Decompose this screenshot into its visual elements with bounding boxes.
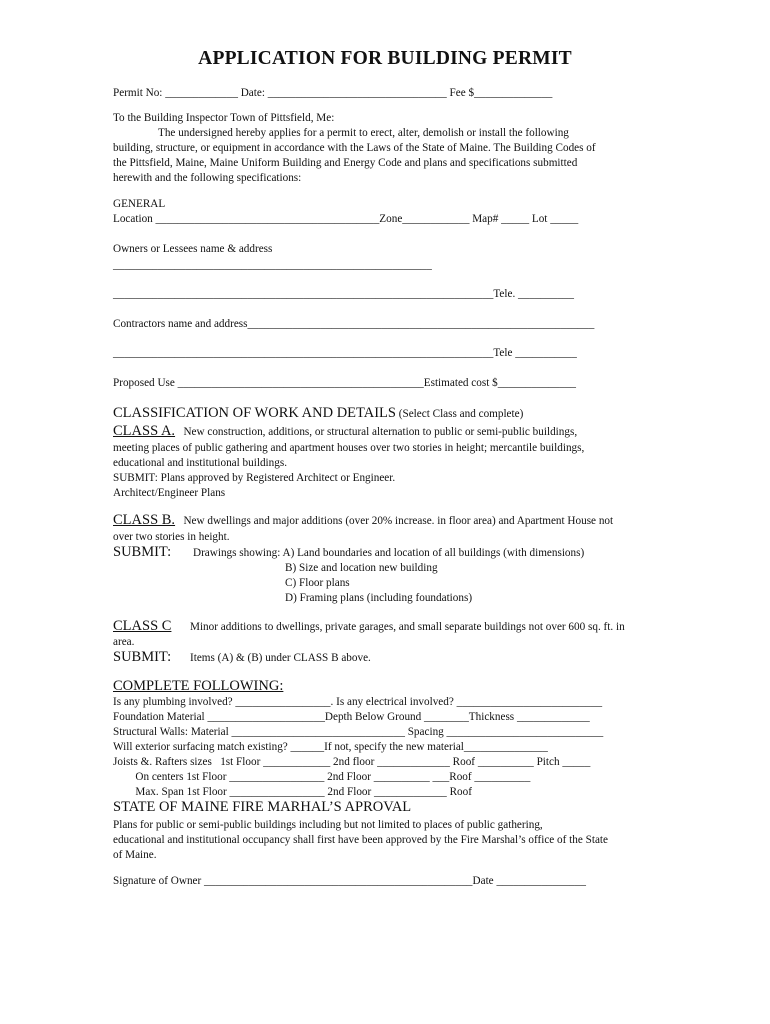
class-c-text-1: Minor additions to dwellings, private garages, and small separate buildings not over 600 sq. ft. in bbox=[190, 621, 625, 633]
class-b-label: CLASS B. bbox=[113, 512, 176, 528]
intro-line-1: The undersigned hereby applies for a permit to erect, alter, demolish or install the following bbox=[158, 127, 569, 139]
location-field[interactable]: Location ________________________________________Zone____________ Map# _____ Lot _____ bbox=[113, 213, 579, 225]
permit-header-line: Permit No: _____________ Date: ________________________________ Fee $______________ bbox=[113, 87, 553, 99]
general-heading: GENERAL bbox=[113, 198, 166, 210]
class-c-text-2: area. bbox=[113, 636, 135, 648]
owners-tele-field[interactable]: ____________________________________________________________________Tele. __________ bbox=[113, 288, 574, 300]
class-c-submit-label: SUBMIT: bbox=[113, 649, 172, 665]
fire-marshal-heading: STATE OF MAINE FIRE MARHAL’S APROVAL bbox=[113, 799, 412, 815]
class-b-submit-label: SUBMIT: bbox=[113, 544, 172, 560]
intro-line-3: the Pittsfield, Maine, Maine Uniform Building and Energy Code and plans and specifications submitted bbox=[113, 157, 578, 169]
proposed-use-field[interactable]: Proposed Use ____________________________________________Estimated cost $______________ bbox=[113, 377, 577, 389]
class-a-submit: SUBMIT: Plans approved by Registered Architect or Engineer. bbox=[113, 472, 396, 484]
joists-rafters-field[interactable]: Joists &. Rafters sizes 1st Floor ____________ 2nd floor _____________ Roof __________ Pitch _____ bbox=[113, 756, 591, 768]
exterior-surfacing-field[interactable]: Will exterior surfacing match existing? ______If not, specify the new material_______________ bbox=[113, 741, 548, 753]
foundation-field[interactable]: Foundation Material _____________________Depth Below Ground ________Thickness _____________ bbox=[113, 711, 590, 723]
class-a-text-1: New construction, additions, or structural alternation to public or semi-public buildings, bbox=[175, 426, 578, 438]
fire-marshal-text-2: educational and institutional occupancy shall first have been approved by the Fire Marshal’s office of the State bbox=[113, 834, 608, 846]
plumbing-electrical-field[interactable]: Is any plumbing involved? _________________. Is any electrical involved? __________________________ bbox=[113, 696, 603, 708]
page-title: APPLICATION FOR BUILDING PERMIT bbox=[198, 48, 572, 69]
signature-field[interactable]: Signature of Owner ________________________________________________Date ________________ bbox=[113, 875, 586, 887]
class-b-text-1: New dwellings and major additions (over 20% increase. in floor area) and Apartment House not bbox=[175, 515, 614, 527]
owners-field[interactable]: _________________________________________________________ bbox=[113, 259, 432, 271]
class-b-line bbox=[113, 512, 613, 530]
class-b-item-c: C) Floor plans bbox=[285, 577, 350, 589]
class-c-label bbox=[113, 618, 171, 635]
class-b-item-d: D) Framing plans (including foundations) bbox=[285, 592, 473, 604]
class-a-line bbox=[113, 423, 577, 441]
class-b-item-a: Drawings showing: A) Land boundaries and location of all buildings (with dimensions) bbox=[193, 547, 585, 559]
contractors-tele-field[interactable]: ____________________________________________________________________Tele ___________ bbox=[113, 347, 577, 359]
contractors-field[interactable]: Contractors name and address______________________________________________________________ bbox=[113, 318, 595, 330]
classification-title: CLASSIFICATION OF WORK AND DETAILS bbox=[113, 405, 396, 421]
addressee-line: To the Building Inspector Town of Pittsfield, Me: bbox=[113, 112, 335, 124]
intro-line-4: herewith and the following specifications: bbox=[113, 172, 302, 184]
class-b-item-b: B) Size and location new building bbox=[285, 562, 438, 574]
owners-label: Owners or Lessees name & address bbox=[113, 243, 273, 255]
class-a-text-3: educational and institutional buildings. bbox=[113, 457, 288, 469]
intro-line-2: building, structure, or equipment in accordance with the Laws of the State of Maine. The Building Codes of bbox=[113, 142, 596, 154]
max-span-field[interactable]: Max. Span 1st Floor _________________ 2nd Floor _____________ Roof bbox=[113, 786, 472, 798]
class-a-text-2: meeting places of public gathering and apartment houses over two stories in height; mercantile buildings, bbox=[113, 442, 585, 454]
classification-note: (Select Class and complete) bbox=[395, 408, 524, 420]
class-b-text-2: over two stories in height. bbox=[113, 531, 230, 543]
classification-heading bbox=[113, 405, 523, 423]
on-centers-field[interactable]: On centers 1st Floor _________________ 2nd Floor __________ ___Roof __________ bbox=[113, 771, 531, 783]
class-c-submit-text: Items (A) & (B) under CLASS B above. bbox=[190, 652, 371, 664]
fire-marshal-text-3: of Maine. bbox=[113, 849, 157, 861]
structural-walls-field[interactable]: Structural Walls: Material _______________________________ Spacing ____________________________ bbox=[113, 726, 604, 738]
class-c-label-text: CLASS C bbox=[113, 618, 172, 634]
class-a-plans: Architect/Engineer Plans bbox=[113, 487, 226, 499]
class-a-label: CLASS A. bbox=[113, 423, 176, 439]
complete-following-heading: COMPLETE FOLLOWING: bbox=[113, 678, 284, 694]
fire-marshal-text-1: Plans for public or semi-public buildings including but not limited to places of public gathering, bbox=[113, 819, 543, 831]
